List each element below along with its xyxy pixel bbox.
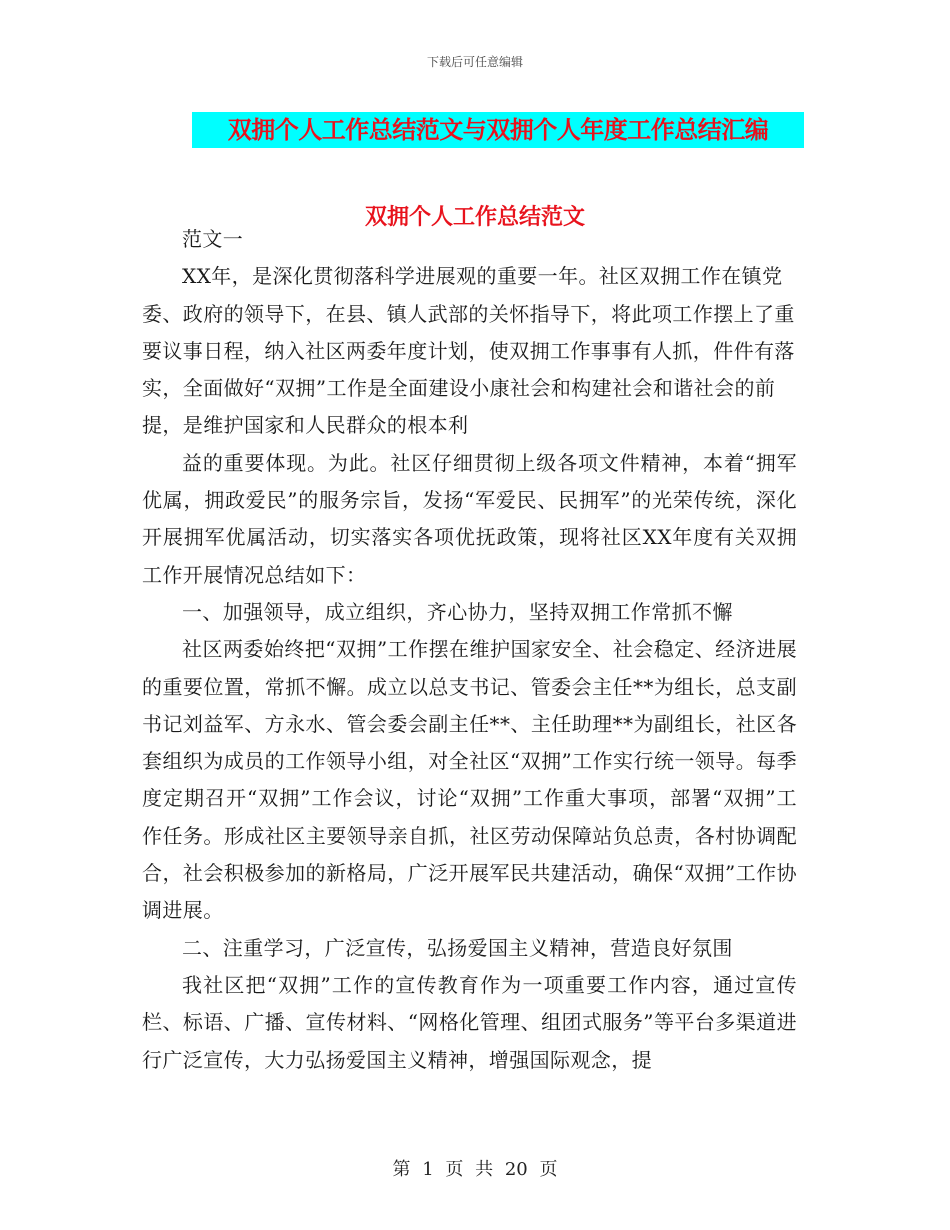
document-title: 双拥个人工作总结范文与双拥个人年度工作总结汇编: [192, 112, 804, 148]
section-heading: 一、加强领导，成立组织，齐心协力，坚持双拥工作常抓不懈: [182, 599, 733, 624]
paragraph-label: 范文一: [182, 227, 244, 251]
document-body: [142, 221, 797, 1079]
paragraph: 社区两委始终把“双拥”工作摆在维护国家安全、社会稳定、经济进展的重要位置，常抓不懈。成立以总支书记、管委会主任**为组长，总支副书记刘益军、方永水、管会委会副主任**、主任助理**为副组长，社区各套组织为成员的工作领导小组，对全社区“双拥”工作实行统一领导。每季度定期召开“双拥”工作会议，讨论“双拥”工作重大事项，部署“双拥”工作任务。形成社区主要领导亲自抓，社区劳动保障站负总责，各村协调配合，社会积极参加的新格局，广泛开展军民共建活动，确保“双拥”工作协调进展。: [142, 637, 797, 923]
page-header-note: 下载后可任意编辑: [426, 55, 523, 69]
paragraph: 益的重要体现。为此。社区仔细贯彻上级各项文件精神，本着“拥军优属，拥政爱民”的服务宗旨，发扬“军爱民、民拥军”的光荣传统，深化开展拥军优属活动，切实落实各项优抚政策，现将社区XX年度有关双拥工作开展情况总结如下：: [142, 450, 797, 587]
section-heading: 二、注重学习，广泛宣传，弘扬爱国主义精神，营造良好氛围: [182, 935, 733, 960]
paragraph: XX年，是深化贯彻落科学进展观的重要一年。社区双拥工作在镇党委、政府的领导下，在县、镇人武部的关怀指导下，将此项工作摆上了重要议事日程，纳入社区两委年度计划，使双拥工作事事有人抓，件件有落实，全面做好“双拥”工作是全面建设小康社会和构建社会和谐社会的前提，是维护国家和人民群众的根本利: [142, 264, 795, 438]
paragraph: 我社区把“双拥”工作的宣传教育作为一项重要工作内容，通过宣传栏、标语、广播、宣传材料、“网格化管理、组团式服务”等平台多渠道进行广泛宣传，大力弘扬爱国主义精神，增强国际观念，提: [142, 972, 797, 1072]
section-title: 双拥个人工作总结范文: [364, 204, 585, 230]
page-number: 第 1 页 共 20 页: [392, 1159, 558, 1180]
